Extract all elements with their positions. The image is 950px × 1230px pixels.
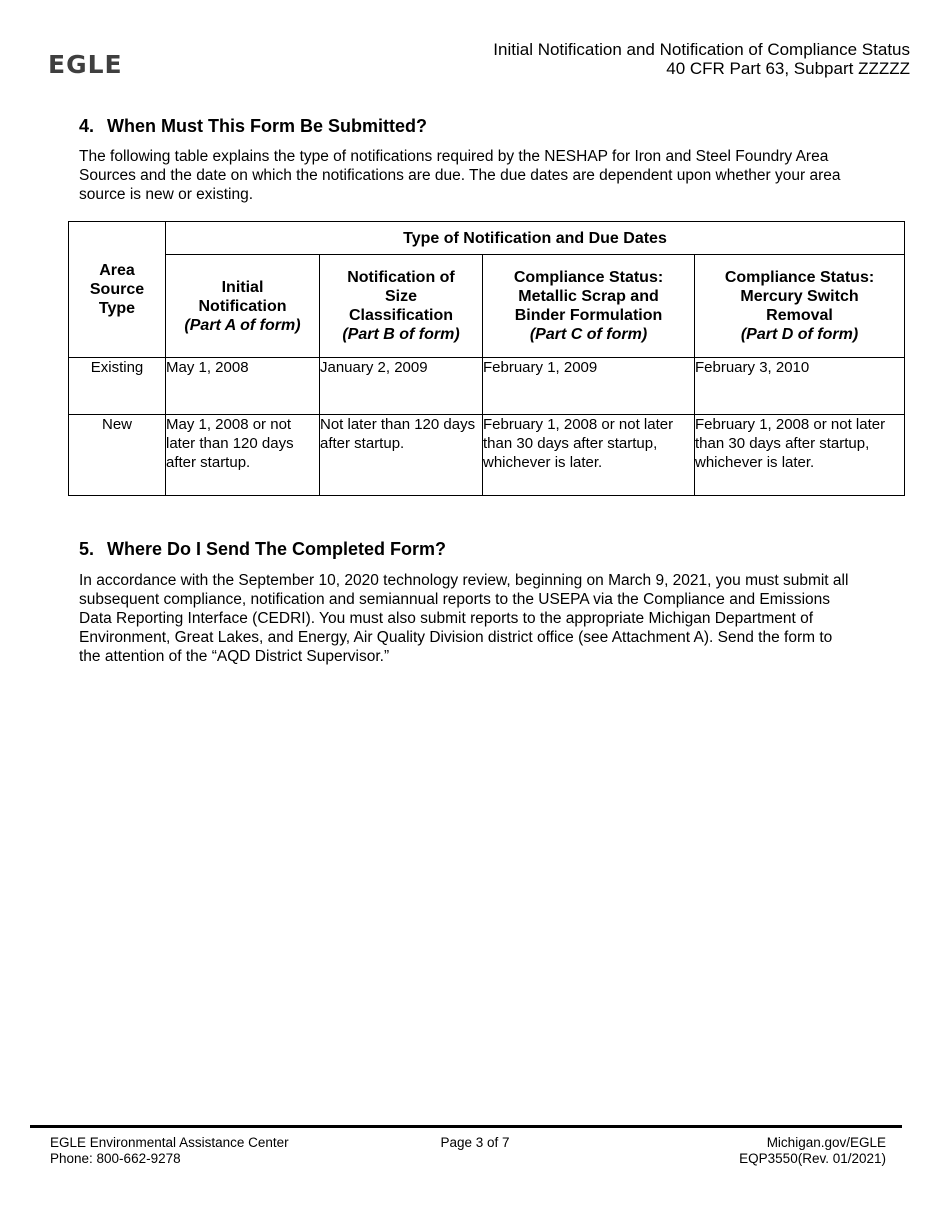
table-cell: February 1, 2009: [483, 358, 695, 415]
area-source-type-header: Area Source Type: [69, 222, 166, 358]
footer-right: [739, 1135, 886, 1167]
footer-divider: [30, 1125, 902, 1128]
table-row-new: [69, 415, 905, 496]
header-title: Initial Notification and Notification of Compliance Status: [493, 40, 910, 59]
table-cell: February 1, 2008 or not later than 30 days after startup, whichever is later.: [695, 415, 905, 496]
section-4-intro: The following table explains the type of notifications required by the NESHAP for Iron and Steel Foundry Area Sources and the date on which the notifications are due. The due dates are dependent upon whether your area source is new or existing.: [79, 148, 841, 203]
header-regulation: 40 CFR Part 63, Subpart ZZZZZ: [666, 59, 910, 78]
table-cell: January 2, 2009: [320, 358, 483, 415]
section-4-heading: When Must This Form Be Submitted?: [107, 116, 427, 136]
source-type-cell: Existing: [69, 358, 166, 415]
table-cell: February 1, 2008 or not later than 30 days after startup, whichever is later.: [483, 415, 695, 496]
egle-logo: EGLE: [48, 50, 123, 79]
footer-org: EGLE Environmental Assistance Center: [50, 1135, 289, 1150]
document-header: [493, 40, 910, 78]
notification-due-dates-table: [68, 221, 905, 496]
column-header-metallic-scrap: Compliance Status: Metallic Scrap and Binder Formulation (Part C of form): [483, 255, 695, 358]
section-5-heading: Where Do I Send The Completed Form?: [107, 539, 447, 559]
footer-website[interactable]: Michigan.gov/EGLE: [766, 1135, 886, 1150]
section-5-title: [79, 539, 446, 560]
table-cell: May 1, 2008: [166, 358, 320, 415]
source-type-cell: New: [69, 415, 166, 496]
column-header-initial-notification: Initial Notification (Part A of form): [166, 255, 320, 358]
section-4-title: [79, 116, 427, 137]
section-5-body: In accordance with the September 10, 2020 technology review, beginning on March 9, 2021, you must submit all subsequent compliance, notification and semiannual reports to the USEPA via the Compliance and Emissions Data Reporting Interface (CEDRI). You must also submit reports to the appropriate Michigan Department of Environment, Great Lakes, and Energy, Air Quality Division district office (see Attachment A). Send the form to the attention of the “AQD District Supervisor.”: [79, 572, 849, 665]
table-cell: May 1, 2008 or not later than 120 days after startup.: [166, 415, 320, 496]
table-row-existing: [69, 358, 905, 415]
column-header-size-classification: Notification of Size Classification (Part B of form): [320, 255, 483, 358]
table-cell: February 3, 2010: [695, 358, 905, 415]
section-5-number: 5.: [79, 539, 95, 559]
notification-types-group-header: Type of Notification and Due Dates: [166, 222, 905, 255]
section-4-number: 4.: [79, 116, 95, 136]
page-number: Page 3 of 7: [440, 1135, 510, 1150]
column-header-mercury-switch: Compliance Status: Mercury Switch Removal (Part D of form): [695, 255, 905, 358]
table-cell: Not later than 120 days after startup.: [320, 415, 483, 496]
footer-phone: Phone: 800-662-9278: [50, 1151, 181, 1166]
footer-form-id: EQP3550(Rev. 01/2021): [739, 1151, 886, 1166]
